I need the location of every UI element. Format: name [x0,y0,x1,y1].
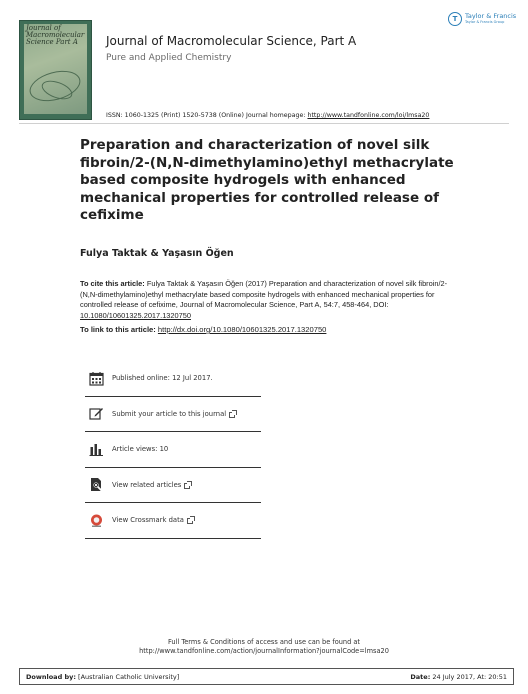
download-date [410,673,507,681]
edit-icon [88,406,104,422]
related-search-icon [88,477,104,493]
article-title: Preparation and characterization of novel silk fibroin/2-(N,N-dimethylamino)ethyl methacrylate based composite hydrogels with enhanced mechanical properties for controlled release of cefixime [80,137,454,223]
crossmark-icon [88,512,104,528]
date-value: 24 July 2017, At: 20:51 [430,672,507,681]
citation-block [80,279,460,321]
article-views: Article views: 10 [112,445,169,454]
taylor-francis-icon: T [448,12,462,26]
journal-title: Journal of Macromolecular Science, Part A [106,34,357,48]
external-link-icon [184,483,190,489]
external-link-icon [187,518,193,524]
cite-text: Fulya Taktak & Yaşasın Öğen (2017) Preparation and characterization of novel silk fibroin/2-(N,N-dimethylamino)ethyl methacrylate based composite hydrogels with enhanced mechanical properties for controlled release of cefixime, Journal of Macromolecular Science, Part A, 54:7, 458-464, DOI: [80,279,448,310]
doi-link[interactable]: 10.1080/10601325.2017.1320750 [80,310,191,320]
article-url-link[interactable]: http://dx.doi.org/10.1080/10601325.2017.1320750 [157,325,327,334]
related-articles-link[interactable]: View related articles [112,480,182,489]
submit-row[interactable] [85,397,261,433]
journal-cover-image [19,20,92,120]
terms-note [0,638,528,656]
publisher-name: Taylor & Francis [465,12,517,20]
cite-label: To cite this article: [80,279,145,288]
article-link-line [80,325,326,334]
publisher-logo [448,12,516,26]
date-label: Date: [410,672,431,681]
published-row [85,361,261,397]
download-info-bar [19,668,514,685]
article-authors: Fulya Taktak & Yaşasın Öğen [80,248,234,259]
download-value: [Australian Catholic University] [75,672,180,681]
publisher-tagline: Taylor & Francis Group [465,20,505,24]
header-divider [19,123,509,124]
journal-subtitle: Pure and Applied Chemistry [106,53,232,63]
link-label: To link to this article: [80,325,158,334]
terms-line-1: Full Terms & Conditions of access and use can be found at [167,638,361,646]
views-row [85,432,261,468]
issn-text: ISSN: 1060-1325 (Print) 1520-5738 (Online) Journal homepage: [106,112,308,119]
crossmark-row[interactable] [85,503,261,539]
article-meta-list [85,361,261,539]
issn-line [106,112,429,119]
calendar-icon [88,370,104,386]
download-label: Download by: [26,672,76,681]
related-row[interactable] [85,468,261,504]
terms-url-link[interactable]: http://www.tandfonline.com/action/journalInformation?journalCode=lmsa20 [139,647,389,655]
download-by [26,673,179,681]
published-date: Published online: 12 Jul 2017. [112,374,213,383]
journal-homepage-link[interactable]: http://www.tandfonline.com/loi/lmsa20 [307,112,430,119]
external-link-icon [229,412,235,418]
cover-title: Journal of Macromolecular Science Part A [26,24,85,46]
crossmark-link[interactable]: View Crossmark data [112,516,184,525]
bar-chart-icon [88,441,104,457]
submit-article-link[interactable]: Submit your article to this journal [112,409,227,418]
